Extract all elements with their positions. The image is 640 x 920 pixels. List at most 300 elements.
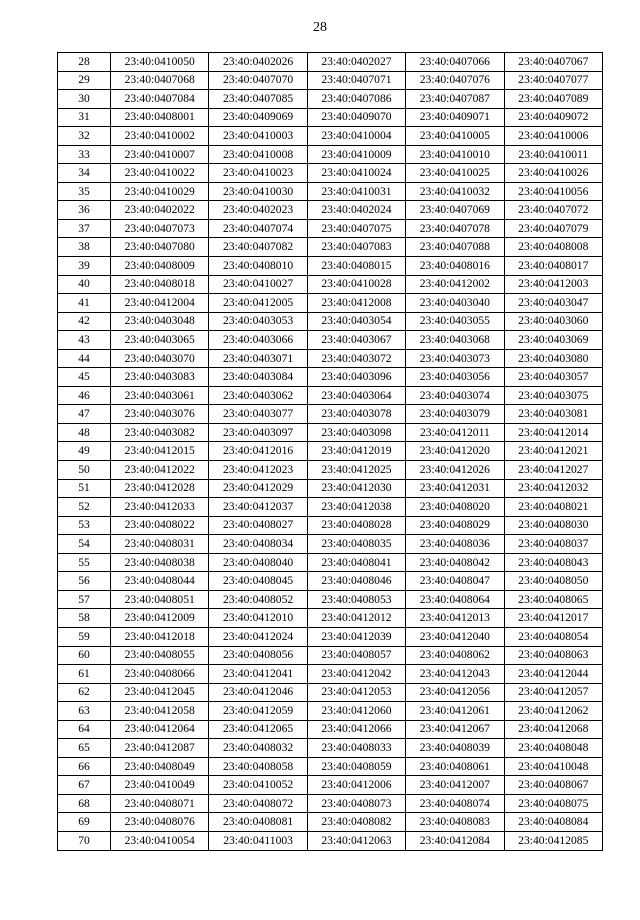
cadastral-number-cell: 23:40:0408047 — [406, 572, 504, 591]
cadastral-number-cell: 23:40:0410009 — [307, 145, 405, 164]
cadastral-number-cell: 23:40:0412037 — [209, 498, 307, 517]
table-row — [58, 720, 603, 739]
cadastral-number-cell: 23:40:0410007 — [111, 145, 209, 164]
cadastral-number-cell: 23:40:0408066 — [111, 665, 209, 684]
cadastral-number-cell: 23:40:0410024 — [307, 164, 405, 183]
table-row — [58, 516, 603, 535]
table-row — [58, 294, 603, 313]
cadastral-number-cell: 23:40:0408063 — [504, 646, 602, 665]
cadastral-number-cell: 23:40:0408010 — [209, 257, 307, 276]
cadastral-number-cell: 23:40:0412063 — [307, 831, 405, 850]
cadastral-number-cell: 23:40:0410050 — [111, 53, 209, 72]
cadastral-number-cell: 23:40:0412007 — [406, 776, 504, 795]
cadastral-number-cell: 23:40:0412032 — [504, 479, 602, 498]
cadastral-number-cell: 23:40:0407067 — [504, 53, 602, 72]
cadastral-number-cell: 23:40:0412003 — [504, 275, 602, 294]
table-row — [58, 90, 603, 109]
cadastral-number-cell: 23:40:0402027 — [307, 53, 405, 72]
cadastral-number-cell: 23:40:0403069 — [504, 331, 602, 350]
cadastral-number-cell: 23:40:0403073 — [406, 349, 504, 368]
table-row — [58, 479, 603, 498]
row-number-cell: 39 — [58, 257, 111, 276]
cadastral-number-cell: 23:40:0408048 — [504, 739, 602, 758]
cadastral-number-cell: 23:40:0412045 — [111, 683, 209, 702]
cadastral-number-cell: 23:40:0408081 — [209, 813, 307, 832]
row-number-cell: 61 — [58, 665, 111, 684]
cadastral-number-cell: 23:40:0408072 — [209, 794, 307, 813]
cadastral-number-cell: 23:40:0411003 — [209, 831, 307, 850]
table-row — [58, 535, 603, 554]
cadastral-number-cell: 23:40:0408071 — [111, 794, 209, 813]
cadastral-number-cell: 23:40:0408040 — [209, 553, 307, 572]
cadastral-number-cell: 23:40:0403055 — [406, 312, 504, 331]
cadastral-number-cell: 23:40:0403075 — [504, 386, 602, 405]
cadastral-number-cell: 23:40:0408044 — [111, 572, 209, 591]
cadastral-number-cell: 23:40:0412016 — [209, 442, 307, 461]
cadastral-number-cell: 23:40:0410027 — [209, 275, 307, 294]
row-number-cell: 44 — [58, 349, 111, 368]
cadastral-number-cell: 23:40:0403081 — [504, 405, 602, 424]
cadastral-number-cell: 23:40:0403053 — [209, 312, 307, 331]
cadastral-number-cell: 23:40:0407071 — [307, 71, 405, 90]
cadastral-number-cell: 23:40:0412058 — [111, 702, 209, 721]
row-number-cell: 57 — [58, 590, 111, 609]
table-row — [58, 831, 603, 850]
cadastral-number-cell: 23:40:0407083 — [307, 238, 405, 257]
table-row — [58, 312, 603, 331]
cadastral-number-cell: 23:40:0412006 — [307, 776, 405, 795]
cadastral-number-cell: 23:40:0412065 — [209, 720, 307, 739]
cadastral-number-cell: 23:40:0412011 — [406, 423, 504, 442]
cadastral-number-cell: 23:40:0412022 — [111, 461, 209, 480]
table-row — [58, 442, 603, 461]
row-number-cell: 54 — [58, 535, 111, 554]
cadastral-number-cell: 23:40:0408017 — [504, 257, 602, 276]
cadastral-number-cell: 23:40:0403057 — [504, 368, 602, 387]
table-row — [58, 609, 603, 628]
cadastral-number-cell: 23:40:0408057 — [307, 646, 405, 665]
row-number-cell: 62 — [58, 683, 111, 702]
cadastral-number-cell: 23:40:0403079 — [406, 405, 504, 424]
cadastral-number-cell: 23:40:0403065 — [111, 331, 209, 350]
cadastral-number-cell: 23:40:0412067 — [406, 720, 504, 739]
table-row — [58, 646, 603, 665]
cadastral-number-cell: 23:40:0410054 — [111, 831, 209, 850]
cadastral-number-cell: 23:40:0412017 — [504, 609, 602, 628]
cadastral-number-cell: 23:40:0412084 — [406, 831, 504, 850]
row-number-cell: 53 — [58, 516, 111, 535]
table-row — [58, 349, 603, 368]
cadastral-number-cell: 23:40:0410023 — [209, 164, 307, 183]
cadastral-number-cell: 23:40:0403064 — [307, 386, 405, 405]
cadastral-number-cell: 23:40:0412009 — [111, 609, 209, 628]
cadastral-number-cell: 23:40:0403066 — [209, 331, 307, 350]
cadastral-number-cell: 23:40:0410022 — [111, 164, 209, 183]
cadastral-number-cell: 23:40:0410002 — [111, 127, 209, 146]
cadastral-number-cell: 23:40:0403048 — [111, 312, 209, 331]
cadastral-number-cell: 23:40:0408021 — [504, 498, 602, 517]
cadastral-number-cell: 23:40:0403074 — [406, 386, 504, 405]
cadastral-number-cell: 23:40:0403072 — [307, 349, 405, 368]
cadastral-number-cell: 23:40:0403084 — [209, 368, 307, 387]
cadastral-number-cell: 23:40:0408045 — [209, 572, 307, 591]
cadastral-number-cell: 23:40:0407074 — [209, 219, 307, 238]
cadastral-number-cell: 23:40:0412008 — [307, 294, 405, 313]
cadastral-number-cell: 23:40:0410030 — [209, 182, 307, 201]
cadastral-number-cell: 23:40:0407087 — [406, 90, 504, 109]
cadastral-number-cell: 23:40:0408058 — [209, 757, 307, 776]
cadastral-number-cell: 23:40:0408074 — [406, 794, 504, 813]
cadastral-number-cell: 23:40:0403062 — [209, 386, 307, 405]
table-row — [58, 145, 603, 164]
page-number: 28 — [313, 20, 327, 35]
cadastral-number-cell: 23:40:0412024 — [209, 627, 307, 646]
table-row — [58, 53, 603, 72]
cadastral-number-cell: 23:40:0412015 — [111, 442, 209, 461]
cadastral-number-cell: 23:40:0408067 — [504, 776, 602, 795]
cadastral-number-cell: 23:40:0407068 — [111, 71, 209, 90]
table-row — [58, 386, 603, 405]
cadastral-number-cell: 23:40:0408029 — [406, 516, 504, 535]
cadastral-number-cell: 23:40:0402023 — [209, 201, 307, 220]
cadastral-number-cell: 23:40:0410008 — [209, 145, 307, 164]
table-row — [58, 219, 603, 238]
cadastral-number-cell: 23:40:0408052 — [209, 590, 307, 609]
cadastral-number-cell: 23:40:0403071 — [209, 349, 307, 368]
row-number-cell: 45 — [58, 368, 111, 387]
cadastral-number-cell: 23:40:0412068 — [504, 720, 602, 739]
cadastral-number-cell: 23:40:0412046 — [209, 683, 307, 702]
cadastral-number-cell: 23:40:0407077 — [504, 71, 602, 90]
cadastral-number-cell: 23:40:0412020 — [406, 442, 504, 461]
table-row — [58, 368, 603, 387]
cadastral-number-cell: 23:40:0408075 — [504, 794, 602, 813]
cadastral-number-cell: 23:40:0408082 — [307, 813, 405, 832]
cadastral-number-cell: 23:40:0412044 — [504, 665, 602, 684]
row-number-cell: 63 — [58, 702, 111, 721]
cadastral-number-cell: 23:40:0408031 — [111, 535, 209, 554]
cadastral-number-cell: 23:40:0407078 — [406, 219, 504, 238]
cadastral-number-cell: 23:40:0410025 — [406, 164, 504, 183]
cadastral-number-cell: 23:40:0412002 — [406, 275, 504, 294]
cadastral-number-cell: 23:40:0412019 — [307, 442, 405, 461]
cadastral-number-cell: 23:40:0403056 — [406, 368, 504, 387]
table-row — [58, 423, 603, 442]
cadastral-number-cell: 23:40:0403068 — [406, 331, 504, 350]
cadastral-number-cell: 23:40:0412057 — [504, 683, 602, 702]
cadastral-number-cell: 23:40:0410005 — [406, 127, 504, 146]
cadastral-number-cell: 23:40:0410026 — [504, 164, 602, 183]
table-row — [58, 702, 603, 721]
cadastral-number-cell: 23:40:0407073 — [111, 219, 209, 238]
table-row — [58, 461, 603, 480]
cadastral-number-cell: 23:40:0409069 — [209, 108, 307, 127]
cadastral-number-cell: 23:40:0412025 — [307, 461, 405, 480]
cadastral-number-cell: 23:40:0403054 — [307, 312, 405, 331]
cadastral-number-cell: 23:40:0410052 — [209, 776, 307, 795]
cadastral-number-cell: 23:40:0408053 — [307, 590, 405, 609]
row-number-cell: 65 — [58, 739, 111, 758]
row-number-cell: 70 — [58, 831, 111, 850]
table-row — [58, 498, 603, 517]
cadastral-number-cell: 23:40:0410010 — [406, 145, 504, 164]
cadastral-number-cell: 23:40:0403097 — [209, 423, 307, 442]
row-number-cell: 31 — [58, 108, 111, 127]
cadastral-number-cell: 23:40:0408084 — [504, 813, 602, 832]
cadastral-number-cell: 23:40:0410006 — [504, 127, 602, 146]
table-row — [58, 405, 603, 424]
cadastral-number-cell: 23:40:0410011 — [504, 145, 602, 164]
cadastral-number-cell: 23:40:0412026 — [406, 461, 504, 480]
cadastral-number-cell: 23:40:0407089 — [504, 90, 602, 109]
table-row — [58, 127, 603, 146]
cadastral-number-cell: 23:40:0412060 — [307, 702, 405, 721]
cadastral-number-cell: 23:40:0412012 — [307, 609, 405, 628]
table-row — [58, 275, 603, 294]
cadastral-number-cell: 23:40:0408039 — [406, 739, 504, 758]
row-number-cell: 69 — [58, 813, 111, 832]
cadastral-number-cell: 23:40:0412021 — [504, 442, 602, 461]
table-row — [58, 71, 603, 90]
cadastral-number-cell: 23:40:0403096 — [307, 368, 405, 387]
row-number-cell: 29 — [58, 71, 111, 90]
cadastral-number-cell: 23:40:0402022 — [111, 201, 209, 220]
cadastral-number-cell: 23:40:0412038 — [307, 498, 405, 517]
cadastral-number-cell: 23:40:0408018 — [111, 275, 209, 294]
cadastral-number-cell: 23:40:0408009 — [111, 257, 209, 276]
row-number-cell: 40 — [58, 275, 111, 294]
row-number-cell: 37 — [58, 219, 111, 238]
cadastral-number-cell: 23:40:0410032 — [406, 182, 504, 201]
cadastral-number-cell: 23:40:0408073 — [307, 794, 405, 813]
row-number-cell: 56 — [58, 572, 111, 591]
row-number-cell: 64 — [58, 720, 111, 739]
row-number-cell: 50 — [58, 461, 111, 480]
cadastral-number-cell: 23:40:0403061 — [111, 386, 209, 405]
table-row — [58, 164, 603, 183]
table-row — [58, 794, 603, 813]
cadastral-number-cell: 23:40:0407084 — [111, 90, 209, 109]
cadastral-number-cell: 23:40:0412010 — [209, 609, 307, 628]
cadastral-number-cell: 23:40:0410029 — [111, 182, 209, 201]
cadastral-number-cell: 23:40:0412085 — [504, 831, 602, 850]
cadastral-number-cell: 23:40:0407086 — [307, 90, 405, 109]
cadastral-number-cell: 23:40:0412029 — [209, 479, 307, 498]
row-number-cell: 47 — [58, 405, 111, 424]
cadastral-number-cell: 23:40:0407080 — [111, 238, 209, 257]
cadastral-number-cell: 23:40:0412040 — [406, 627, 504, 646]
cadastral-number-cell: 23:40:0412004 — [111, 294, 209, 313]
cadastral-number-cell: 23:40:0412087 — [111, 739, 209, 758]
table-row — [58, 757, 603, 776]
row-number-cell: 60 — [58, 646, 111, 665]
row-number-cell: 68 — [58, 794, 111, 813]
cadastral-number-cell: 23:40:0408037 — [504, 535, 602, 554]
cadastral-number-cell: 23:40:0412043 — [406, 665, 504, 684]
cadastral-number-cell: 23:40:0408043 — [504, 553, 602, 572]
table-row — [58, 182, 603, 201]
cadastral-number-cell: 23:40:0408059 — [307, 757, 405, 776]
cadastral-number-cell: 23:40:0408062 — [406, 646, 504, 665]
cadastral-number-cell: 23:40:0409070 — [307, 108, 405, 127]
cadastral-number-cell: 23:40:0407070 — [209, 71, 307, 90]
row-number-cell: 38 — [58, 238, 111, 257]
table-row — [58, 813, 603, 832]
cadastral-number-cell: 23:40:0408032 — [209, 739, 307, 758]
table-row — [58, 776, 603, 795]
cadastral-number-cell: 23:40:0408083 — [406, 813, 504, 832]
cadastral-number-cell: 23:40:0408008 — [504, 238, 602, 257]
cadastral-number-cell: 23:40:0408051 — [111, 590, 209, 609]
row-number-cell: 36 — [58, 201, 111, 220]
row-number-cell: 52 — [58, 498, 111, 517]
cadastral-number-cell: 23:40:0408034 — [209, 535, 307, 554]
cadastral-number-cell: 23:40:0412014 — [504, 423, 602, 442]
cadastral-number-cell: 23:40:0408054 — [504, 627, 602, 646]
cadastral-number-cell: 23:40:0408041 — [307, 553, 405, 572]
cadastral-number-cell: 23:40:0402024 — [307, 201, 405, 220]
cadastral-number-cell: 23:40:0412023 — [209, 461, 307, 480]
cadastral-number-cell: 23:40:0403080 — [504, 349, 602, 368]
cadastral-number-cell: 23:40:0408016 — [406, 257, 504, 276]
cadastral-number-cell: 23:40:0403098 — [307, 423, 405, 442]
cadastral-number-cell: 23:40:0403047 — [504, 294, 602, 313]
cadastral-number-cell: 23:40:0407072 — [504, 201, 602, 220]
row-number-cell: 35 — [58, 182, 111, 201]
table-row — [58, 331, 603, 350]
row-number-cell: 66 — [58, 757, 111, 776]
row-number-cell: 32 — [58, 127, 111, 146]
cadastral-number-cell: 23:40:0403077 — [209, 405, 307, 424]
cadastral-number-cell: 23:40:0410056 — [504, 182, 602, 201]
cadastral-number-cell: 23:40:0412028 — [111, 479, 209, 498]
cadastral-number-cell: 23:40:0408056 — [209, 646, 307, 665]
cadastral-number-cell: 23:40:0412061 — [406, 702, 504, 721]
cadastral-number-cell: 23:40:0412056 — [406, 683, 504, 702]
cadastral-number-cell: 23:40:0412013 — [406, 609, 504, 628]
cadastral-number-cell: 23:40:0403082 — [111, 423, 209, 442]
cadastral-number-cell: 23:40:0407085 — [209, 90, 307, 109]
cadastral-number-cell: 23:40:0403078 — [307, 405, 405, 424]
cadastral-number-cell: 23:40:0408064 — [406, 590, 504, 609]
row-number-cell: 28 — [58, 53, 111, 72]
cadastral-number-cell: 23:40:0410031 — [307, 182, 405, 201]
cadastral-number-cell: 23:40:0407082 — [209, 238, 307, 257]
row-number-cell: 55 — [58, 553, 111, 572]
cadastral-number-cell: 23:40:0407076 — [406, 71, 504, 90]
table-row — [58, 238, 603, 257]
cadastral-number-cell: 23:40:0410004 — [307, 127, 405, 146]
table-row — [58, 257, 603, 276]
cadastral-number-cell: 23:40:0408027 — [209, 516, 307, 535]
cadastral-number-cell: 23:40:0408042 — [406, 553, 504, 572]
table-row — [58, 683, 603, 702]
table-row — [58, 627, 603, 646]
table-row — [58, 572, 603, 591]
table-row — [58, 739, 603, 758]
cadastral-number-cell: 23:40:0403076 — [111, 405, 209, 424]
cadastral-number-cell: 23:40:0408030 — [504, 516, 602, 535]
cadastral-number-cell: 23:40:0403067 — [307, 331, 405, 350]
cadastral-number-cell: 23:40:0412018 — [111, 627, 209, 646]
row-number-cell: 43 — [58, 331, 111, 350]
cadastral-number-cell: 23:40:0408076 — [111, 813, 209, 832]
cadastral-number-cell: 23:40:0408061 — [406, 757, 504, 776]
cadastral-number-cell: 23:40:0408022 — [111, 516, 209, 535]
cadastral-number-cell: 23:40:0408035 — [307, 535, 405, 554]
cadastral-number-cell: 23:40:0403070 — [111, 349, 209, 368]
cadastral-number-cell: 23:40:0412064 — [111, 720, 209, 739]
row-number-cell: 34 — [58, 164, 111, 183]
cadastral-number-cell: 23:40:0409072 — [504, 108, 602, 127]
cadastral-number-cell: 23:40:0410028 — [307, 275, 405, 294]
cadastral-number-cell: 23:40:0408038 — [111, 553, 209, 572]
cadastral-number-cell: 23:40:0403040 — [406, 294, 504, 313]
cadastral-number-cell: 23:40:0412062 — [504, 702, 602, 721]
cadastral-number-cell: 23:40:0408033 — [307, 739, 405, 758]
row-number-cell: 49 — [58, 442, 111, 461]
cadastral-number-cell: 23:40:0407069 — [406, 201, 504, 220]
cadastral-number-cell: 23:40:0403083 — [111, 368, 209, 387]
cadastral-numbers-table — [57, 52, 603, 851]
cadastral-number-cell: 23:40:0412042 — [307, 665, 405, 684]
cadastral-number-cell: 23:40:0407075 — [307, 219, 405, 238]
cadastral-number-cell: 23:40:0412039 — [307, 627, 405, 646]
cadastral-number-cell: 23:40:0408020 — [406, 498, 504, 517]
table-row — [58, 553, 603, 572]
cadastral-number-cell: 23:40:0412041 — [209, 665, 307, 684]
row-number-cell: 42 — [58, 312, 111, 331]
cadastral-number-cell: 23:40:0409071 — [406, 108, 504, 127]
cadastral-number-cell: 23:40:0412066 — [307, 720, 405, 739]
cadastral-number-cell: 23:40:0412053 — [307, 683, 405, 702]
cadastral-number-cell: 23:40:0412030 — [307, 479, 405, 498]
cadastral-number-cell: 23:40:0412031 — [406, 479, 504, 498]
cadastral-number-cell: 23:40:0412005 — [209, 294, 307, 313]
cadastral-number-cell: 23:40:0408036 — [406, 535, 504, 554]
cadastral-number-cell: 23:40:0408001 — [111, 108, 209, 127]
cadastral-number-cell: 23:40:0402026 — [209, 53, 307, 72]
table-body — [58, 53, 603, 851]
cadastral-number-cell: 23:40:0412027 — [504, 461, 602, 480]
cadastral-number-cell: 23:40:0407079 — [504, 219, 602, 238]
row-number-cell: 30 — [58, 90, 111, 109]
row-number-cell: 51 — [58, 479, 111, 498]
cadastral-number-cell: 23:40:0410048 — [504, 757, 602, 776]
cadastral-number-cell: 23:40:0408015 — [307, 257, 405, 276]
table-row — [58, 108, 603, 127]
cadastral-number-cell: 23:40:0407088 — [406, 238, 504, 257]
row-number-cell: 58 — [58, 609, 111, 628]
row-number-cell: 41 — [58, 294, 111, 313]
row-number-cell: 67 — [58, 776, 111, 795]
cadastral-number-cell: 23:40:0410003 — [209, 127, 307, 146]
cadastral-number-cell: 23:40:0407066 — [406, 53, 504, 72]
cadastral-number-cell: 23:40:0403060 — [504, 312, 602, 331]
cadastral-number-cell: 23:40:0408046 — [307, 572, 405, 591]
table-row — [58, 665, 603, 684]
cadastral-number-cell: 23:40:0412033 — [111, 498, 209, 517]
cadastral-number-cell: 23:40:0410049 — [111, 776, 209, 795]
cadastral-number-cell: 23:40:0408050 — [504, 572, 602, 591]
cadastral-number-cell: 23:40:0408055 — [111, 646, 209, 665]
table-row — [58, 590, 603, 609]
cadastral-number-cell: 23:40:0408065 — [504, 590, 602, 609]
cadastral-number-cell: 23:40:0412059 — [209, 702, 307, 721]
row-number-cell: 33 — [58, 145, 111, 164]
table-row — [58, 201, 603, 220]
row-number-cell: 59 — [58, 627, 111, 646]
